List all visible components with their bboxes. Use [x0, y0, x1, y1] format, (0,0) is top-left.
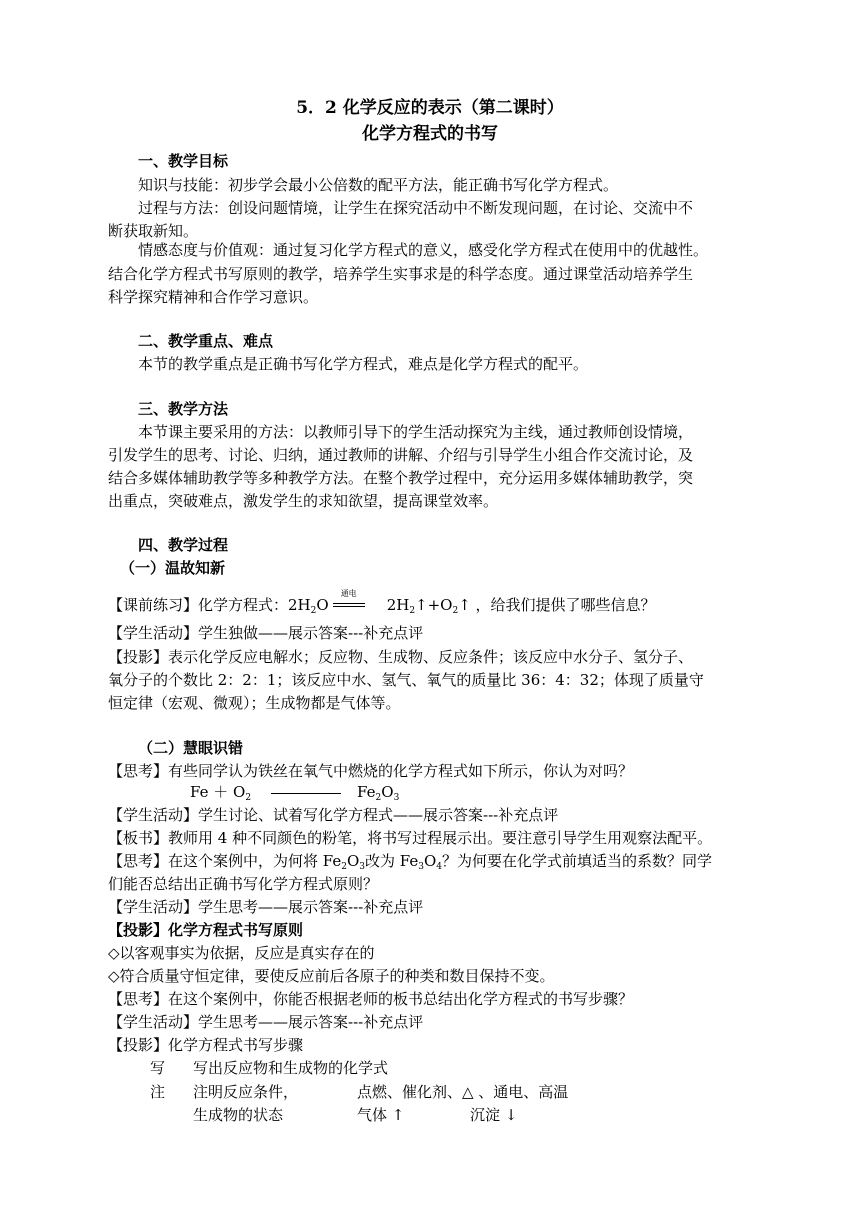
- student-activity-3: 【学生活动】学生思考——展示答案---补充点评: [108, 898, 424, 916]
- think-2-line1: 【思考】在这个案例中，为何将 $Fe_2O_3$改为 $Fe_3O_4$？为何要在化学式前填适当的系数？同学: [108, 852, 713, 872]
- method-line3: 结合多媒体辅助教学等多种教学方法。在整个教学过程中，充分运用多媒体辅助教学，突: [108, 469, 694, 487]
- method-line1: 本节课主要采用的方法：以教师引导下的学生活动探究为主线，通过教师创设情境，: [138, 423, 694, 441]
- objective-process-line1: 过程与方法：创设问题情境，让学生在探究活动中不断发现问题，在讨论、交流中不: [138, 199, 694, 217]
- reaction-condition: 通电: [340, 589, 357, 598]
- objective-process-line2: 断获取新知。: [108, 222, 199, 240]
- think-1: 【思考】有些同学认为铁丝在氧气中燃烧的化学方程式如下所示，你认为对吗？: [108, 762, 634, 780]
- step-note-key: 注: [150, 1083, 166, 1101]
- student-activity-1: 【学生活动】学生独做——展示答案---补充点评: [108, 624, 424, 642]
- projection-1-line2: 氧分子的个数比 2：2：1；该反应中水、氢气、氧气的质量比 36：4：32；体现了质量守: [108, 671, 704, 689]
- step-write-text: 写出反应物和生成物的化学式: [193, 1059, 389, 1077]
- student-activity-2: 【学生活动】学生讨论、试着写化学方程式——展示答案---补充点评: [108, 806, 559, 824]
- think-2-line2: 们能否总结出正确书写化学方程式原则？: [108, 875, 379, 893]
- board-note: 【板书】教师用 4 种不同颜色的粉笔，将书写过程展示出。要注意引导学生用观察法配平。: [108, 829, 713, 847]
- key-points-text: 本节的教学重点是正确书写化学方程式，难点是化学方程式的配平。: [138, 355, 589, 373]
- page-title: 5．2 化学反应的表示（第二课时）: [296, 98, 564, 118]
- section-2-heading: 二、教学重点、难点: [138, 332, 274, 350]
- reaction-line: [271, 793, 341, 794]
- objective-attitude-line1: 情感态度与价值观：通过复习化学方程式的意义，感受化学方程式在使用中的优越性。: [138, 241, 709, 259]
- step-write-key: 写: [150, 1059, 166, 1077]
- projection-1-line1: 【投影】表示化学反应电解水；反应物、生成物、反应条件；该反应中水分子、氢分子、: [108, 648, 694, 666]
- reaction-equals-sign: [333, 589, 365, 613]
- subsection-review: （一）温故知新: [120, 559, 226, 577]
- method-line2: 引发学生的思考、讨论、归纳，通过教师的讲解、介绍与引导学生小组合作交流讨论，及: [108, 446, 694, 464]
- subsection-spot-error: （二）慧眼识错: [138, 739, 244, 757]
- method-line4: 出重点，突破难点，激发学生的求知欲望，提高课堂效率。: [108, 492, 499, 510]
- objective-knowledge: 知识与技能：初步学会最小公倍数的配平方法，能正确书写化学方程式。: [138, 176, 619, 194]
- think-3: 【思考】在这个案例中，你能否根据老师的板书总结出化学方程式的书写步骤？: [108, 990, 634, 1008]
- section-4-heading: 四、教学过程: [138, 536, 229, 554]
- iron-equation: $Fe + O_2$ $Fe_2O_3$: [190, 783, 400, 803]
- section-3-heading: 三、教学方法: [138, 400, 229, 418]
- step-state-text: 生成物的状态: [193, 1106, 284, 1124]
- student-activity-4: 【学生活动】学生思考——展示答案---补充点评: [108, 1013, 424, 1031]
- step-gas: 气体 ↑: [357, 1106, 405, 1124]
- projection-3-heading: 【投影】化学方程式书写步骤: [108, 1036, 304, 1054]
- projection-1-line3: 恒定律（宏观、微观）；生成物都是气体等。: [108, 694, 401, 712]
- principle-1: ◇以客观事实为依据，反应是真实存在的: [108, 944, 375, 962]
- objective-attitude-line3: 科学探究精神和合作学习意识。: [108, 288, 319, 306]
- principle-2: ◇符合质量守恒定律，要使反应前后各原子的种类和数目保持不变。: [108, 967, 555, 985]
- step-conditions: 点燃、催化剂、△ 、通电、高温: [357, 1083, 569, 1101]
- objective-attitude-line2: 结合化学方程式书写原则的教学，培养学生实事求是的科学态度。通过课堂活动培养学生: [108, 265, 694, 283]
- page-subtitle: 化学方程式的书写: [362, 124, 498, 144]
- projection-2-heading: 【投影】化学方程式书写原则: [108, 921, 304, 939]
- practice-equation-line: 【课前练习】化学方程式：$2H_2O$ 通电 $2H_2↑+O_2↑$ ，给我们提供了哪些信息？: [108, 589, 656, 616]
- section-1-heading: 一、教学目标: [138, 152, 229, 170]
- step-note-text: 注明反应条件，: [193, 1083, 299, 1101]
- step-precipitate: 沉淀 ↓: [470, 1106, 518, 1124]
